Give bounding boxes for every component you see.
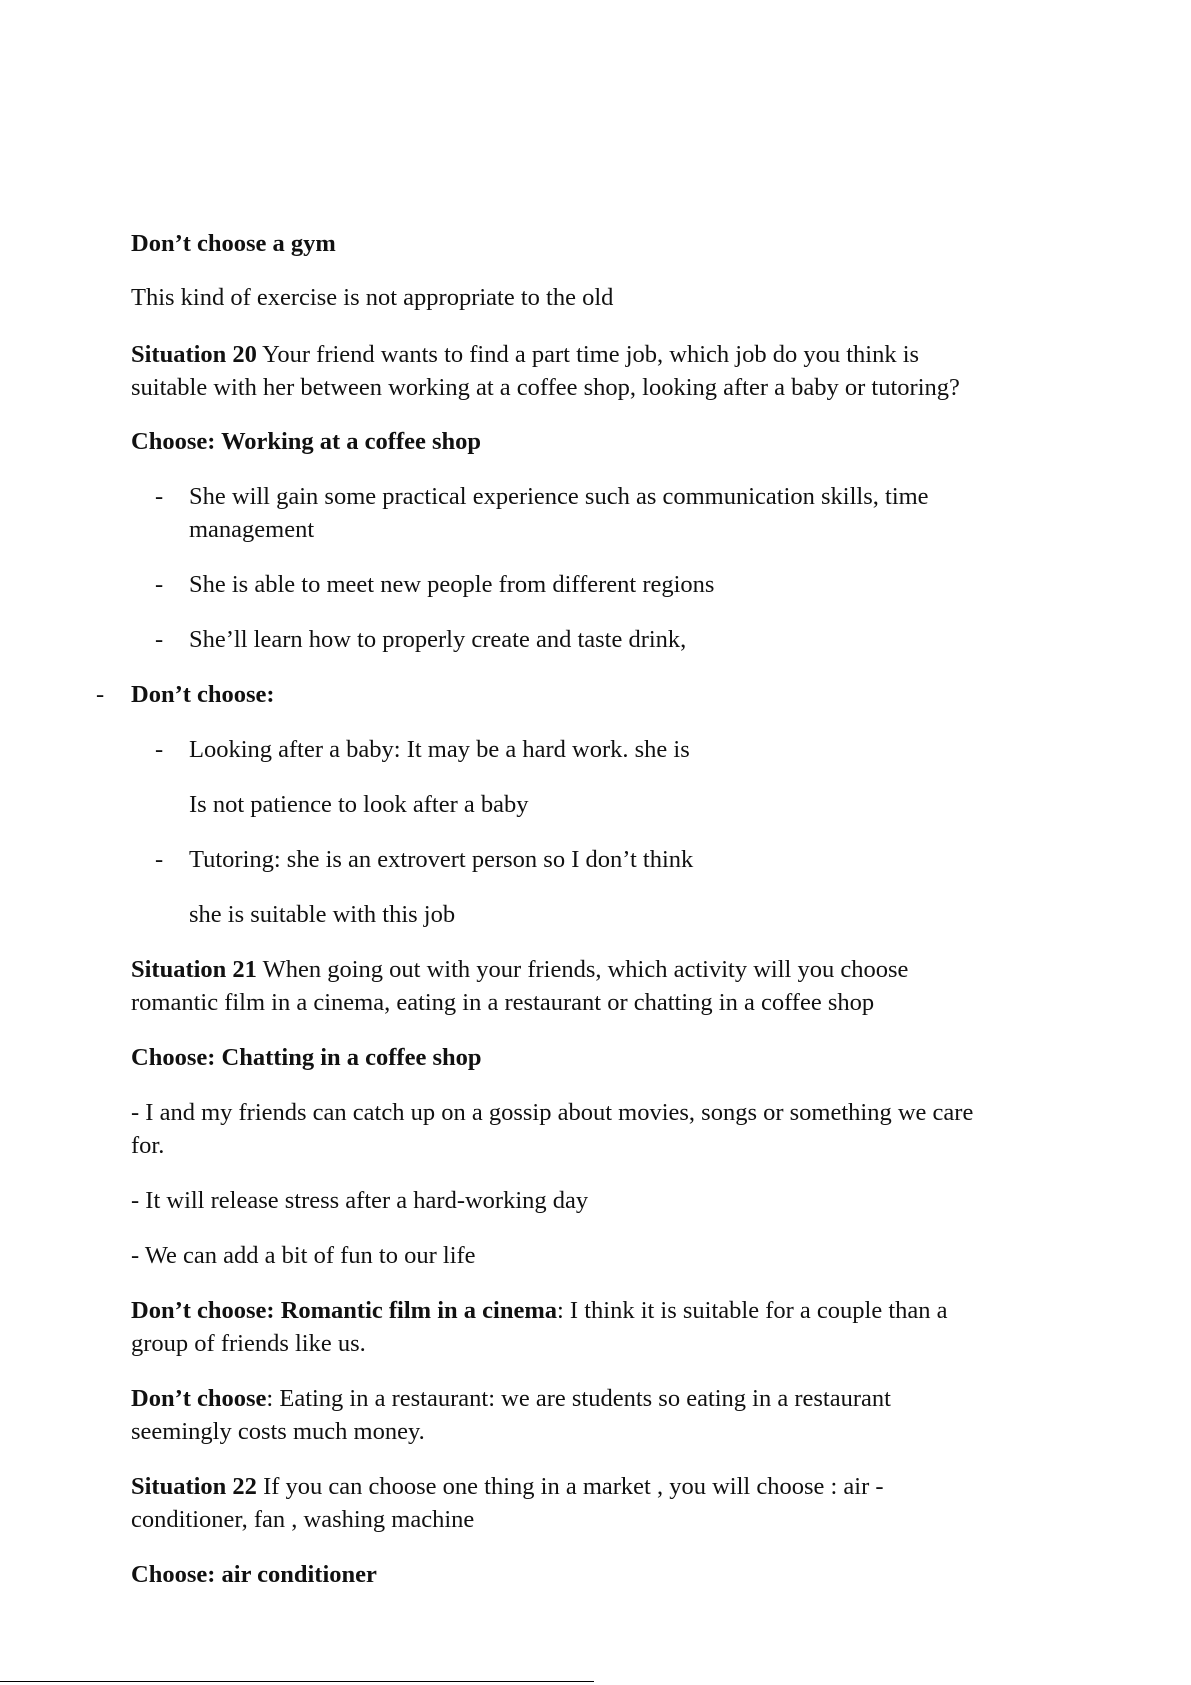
bullet-dash: - — [155, 846, 164, 873]
dont-choose-restaurant-cont: seemingly costs much money. — [131, 1418, 425, 1445]
bullet-dash: - — [155, 736, 164, 763]
bullet-learn-drinks: She’ll learn how to properly create and taste drink, — [189, 626, 687, 653]
bullet-dash: - — [155, 571, 164, 598]
dont-choose-cinema-cont: group of friends like us. — [131, 1330, 366, 1357]
paragraph-gym-reason: This kind of exercise is not appropriate to the old — [131, 284, 614, 311]
page-bottom-rule — [0, 1681, 594, 1682]
bullet-dash: - — [155, 483, 164, 510]
reason-gossip: - I and my friends can catch up on a gossip about movies, songs or something we care — [131, 1099, 974, 1126]
reason-release-stress: - It will release stress after a hard-working day — [131, 1187, 589, 1214]
bullet-practical-experience-cont: management — [189, 516, 315, 543]
reason-fun: - We can add a bit of fun to our life — [131, 1242, 476, 1269]
reason-gossip-cont: for. — [131, 1132, 165, 1159]
situation-22-line-1: Situation 22 If you can choose one thing in a market , you will choose : air - — [131, 1473, 884, 1500]
situation-21-line-2: romantic film in a cinema, eating in a restaurant or chatting in a coffee shop — [131, 989, 875, 1016]
bullet-dash: - — [96, 681, 105, 708]
situation-20-line-1: Situation 20 Your friend wants to find a part time job, which job do you think is — [131, 341, 920, 368]
choose-chatting: Choose: Chatting in a coffee shop — [131, 1044, 482, 1071]
dont-choose-cinema: Don’t choose: Romantic film in a cinema: I think it is suitable for a couple than a — [131, 1297, 948, 1324]
heading-dont-choose: Don’t choose: — [131, 681, 275, 708]
bullet-dash: - — [155, 626, 164, 653]
choose-coffee-shop: Choose: Working at a coffee shop — [131, 428, 482, 455]
situation-22-line-2: conditioner, fan , washing machine — [131, 1506, 475, 1533]
heading-dont-choose-gym: Don’t choose a gym — [131, 230, 336, 257]
situation-20-line-2: suitable with her between working at a coffee shop, looking after a baby or tutoring? — [131, 374, 960, 401]
bullet-looking-after-baby: Looking after a baby: It may be a hard work. she is — [189, 736, 690, 763]
bullet-looking-after-baby-cont: Is not patience to look after a baby — [189, 791, 529, 818]
situation-21-line-1: Situation 21 When going out with your friends, which activity will you choose — [131, 956, 909, 983]
bullet-tutoring: Tutoring: she is an extrovert person so I don’t think — [189, 846, 694, 873]
bullet-practical-experience: She will gain some practical experience such as communication skills, time — [189, 483, 929, 510]
dont-choose-restaurant: Don’t choose: Eating in a restaurant: we are students so eating in a restaurant — [131, 1385, 891, 1412]
choose-air-conditioner: Choose: air conditioner — [131, 1561, 377, 1588]
bullet-meet-people: She is able to meet new people from different regions — [189, 571, 715, 598]
bullet-tutoring-cont: she is suitable with this job — [189, 901, 456, 928]
